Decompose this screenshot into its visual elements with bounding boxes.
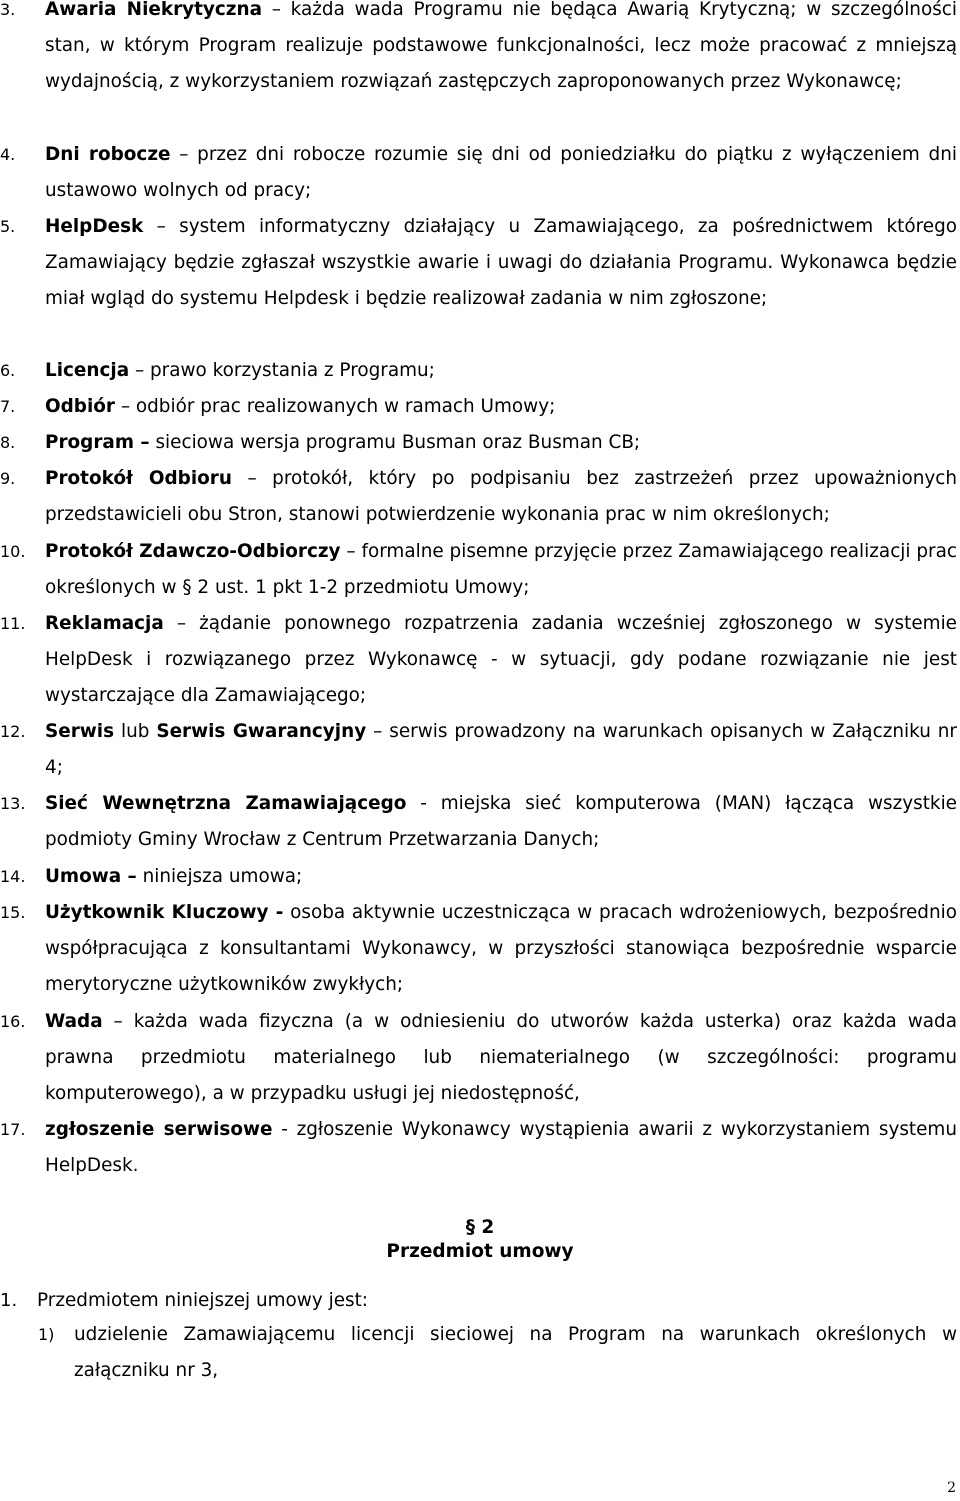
item-text	[45, 606, 957, 714]
item-body: odbiór prac realizowanych w ramach Umowy;	[135, 396, 556, 417]
item-text	[45, 1112, 957, 1184]
item-number: 13.	[0, 794, 26, 813]
item-separator: –	[170, 144, 198, 165]
item-body: system informatyczny działający u Zamawiającego, za pośrednictwem którego Zamawiający będzie zgłaszał wszystkie awarie i uwagi do działania Programu. Wykonawca będzie miał wgląd do systemu Helpdesk i będzie realizował zadania w nim zgłoszone;	[45, 216, 957, 309]
item-number: 12.	[0, 722, 26, 741]
item-number: 3.	[0, 0, 16, 19]
item-text	[45, 137, 957, 209]
item-body: osoba aktywnie uczestnicząca w pracach wdrożeniowych, bezpośrednio współpracująca z konsultantami Wykonawcy, w przyszłości stanowiąca bezpośrednie wsparcie merytoryczne użytkowników zwykłych;	[45, 902, 957, 995]
item-text	[45, 461, 957, 533]
item-separator: –	[163, 613, 200, 634]
item-body: zgłoszenie Wykonawcy wystąpienia awarii z wykorzystaniem systemu HelpDesk.	[45, 1119, 958, 1176]
item-number: 11.	[0, 614, 26, 633]
item-term: zgłoszenie serwisowe	[45, 1119, 273, 1140]
item-body: każda wada fizyczna (a w odniesieniu do utworów każda usterka) oraz każda wada prawna przedmiotu materialnego lub niematerialnego (w szczególności: programu komputerowego), a w przypadku usługi jej niedostępność,	[45, 1011, 957, 1104]
item-text: Przedmiotem niniejszej umowy jest:	[37, 1290, 368, 1311]
item-body: prawo korzystania z Programu;	[150, 360, 435, 381]
item-number: 1)	[38, 1325, 55, 1344]
item-number: 10.	[0, 542, 26, 561]
item-number: 17.	[0, 1120, 26, 1139]
item-separator: –	[143, 216, 180, 237]
item-text	[45, 209, 957, 317]
item-body: żądanie ponownego rozpatrzenia zadania wcześniej zgłoszonego w systemie HelpDesk i rozwiązanego przez Wykonawcę - w sytuacji, gdy podane rozwiązanie nie jest wystarczające dla Zamawiającego;	[45, 613, 957, 706]
item-term-secondary: Serwis Gwarancyjny	[156, 721, 367, 742]
item-number: 14.	[0, 867, 26, 886]
item-number: 5.	[0, 217, 16, 236]
item-text	[45, 389, 957, 425]
item-number: 6.	[0, 361, 16, 380]
item-separator: –	[102, 1011, 134, 1032]
item-term: Wada	[45, 1011, 103, 1032]
item-separator: -	[406, 793, 441, 814]
item-text: udzielenie Zamawiającemu licencji sieciowej na Program na warunkach określonych w załączniku nr 3,	[74, 1324, 957, 1381]
item-term: HelpDesk	[45, 216, 144, 237]
item-text	[45, 534, 957, 606]
item-term: Użytkownik Kluczowy -	[45, 902, 284, 923]
item-text	[45, 1004, 957, 1112]
item-number: 16.	[0, 1012, 26, 1031]
item-separator: –	[262, 0, 291, 20]
item-body: miejska sieć komputerowa (MAN) łącząca wszystkie podmioty Gminy Wrocław z Centrum Przetwarzania Danych;	[45, 793, 958, 850]
item-number: 7.	[0, 397, 16, 416]
item-body: przez dni robocze rozumie się dni od poniedziałku do piątku z wyłączeniem dni ustawowo wolnych od pracy;	[45, 144, 957, 201]
item-number: 8.	[0, 433, 16, 452]
item-body: sieciowa wersja programu Busman oraz Busman CB;	[155, 432, 641, 453]
item-term: Protokół Odbioru	[45, 468, 232, 489]
item-separator: –	[231, 468, 273, 489]
item-text	[45, 786, 957, 858]
item-separator: –	[340, 541, 362, 562]
item-body: formalne pisemne przyjęcie przez Zamawiającego realizacji prac określonych w § 2 ust. 1 pkt 1-2 przedmiotu Umowy;	[45, 541, 957, 598]
item-term: Protokół Zdawczo-Odbiorczy	[45, 541, 341, 562]
item-term: Program –	[45, 432, 150, 453]
item-text	[45, 353, 957, 389]
section-title: Przedmiot umowy	[386, 1241, 574, 1262]
item-text	[45, 895, 957, 1003]
item-term: Licencja	[45, 360, 130, 381]
item-text	[45, 0, 957, 100]
item-text	[45, 714, 957, 786]
item-term: Awaria Niekrytyczna	[45, 0, 263, 20]
item-body: niniejsza umowa;	[142, 866, 303, 887]
item-body: serwis prowadzony na warunkach opisanych w Załączniku nr 4;	[45, 721, 957, 778]
item-term: Dni robocze	[45, 144, 171, 165]
item-separator: lub	[114, 721, 157, 742]
item-separator: -	[272, 1119, 297, 1140]
item-body: protokół, który po podpisaniu bez zastrzeżeń przez upoważnionych przedstawicieli obu Stron, stanowi potwierdzenie wykonania prac w nim określonych;	[45, 468, 957, 525]
item-term: Sieć Wewnętrzna Zamawiającego	[45, 793, 407, 814]
item-number: 1.	[0, 1290, 18, 1311]
section-symbol: § 2	[465, 1217, 495, 1238]
item-term: Serwis	[45, 721, 115, 742]
item-text	[45, 859, 957, 895]
item-separator: –	[366, 721, 390, 742]
item-number: 9.	[0, 469, 16, 488]
item-text	[45, 425, 957, 461]
item-separator: –	[129, 360, 150, 381]
item-term: Umowa –	[45, 866, 137, 887]
item-body: każda wada Programu nie będąca Awarią Krytyczną; w szczególności stan, w którym Program realizuje podstawowe funkcjonalności, lecz może pracować z mniejszą wydajnością, z wykorzystaniem rozwiązań zastępczych zaproponowanych przez Wykonawcę;	[45, 0, 958, 92]
item-term: Reklamacja	[45, 613, 164, 634]
item-term: Odbiór	[45, 396, 115, 417]
item-separator: –	[114, 396, 136, 417]
item-number: 4.	[0, 145, 16, 164]
page-number: 2	[947, 1480, 956, 1496]
item-number: 15.	[0, 903, 26, 922]
